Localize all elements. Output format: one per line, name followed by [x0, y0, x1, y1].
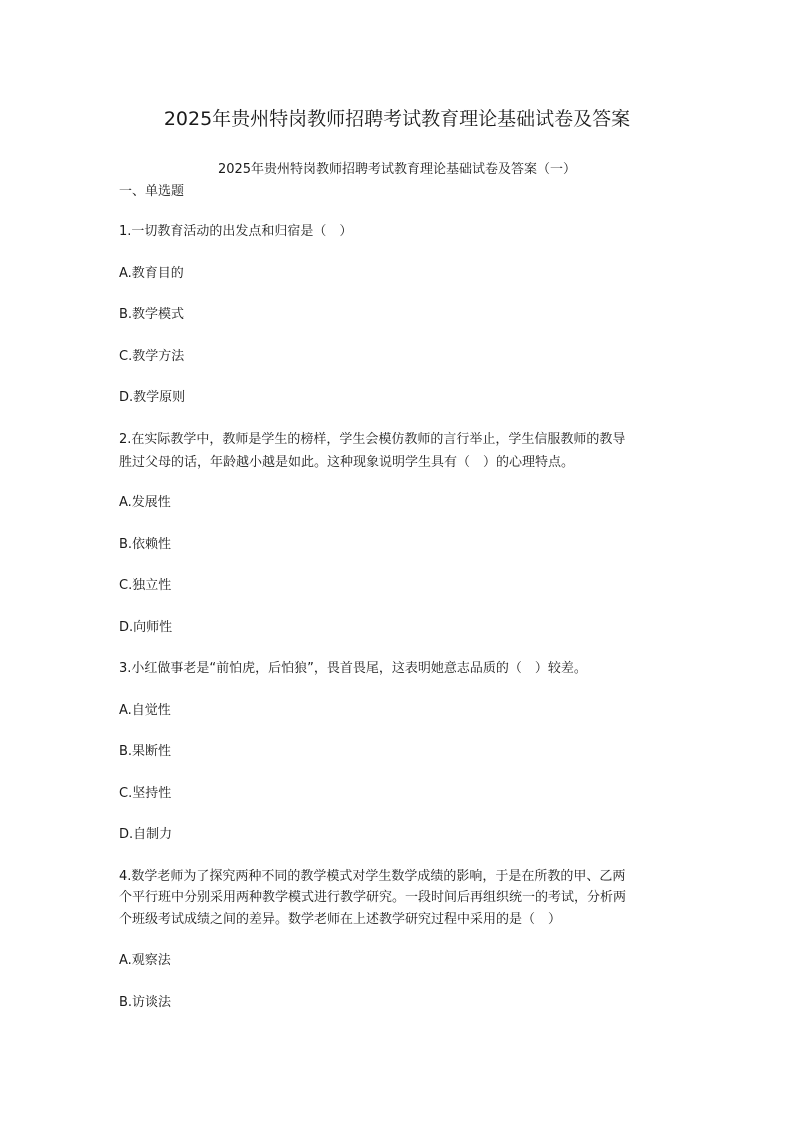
question-2-text-line-1: 2.在实际教学中，教师是学生的榜样，学生会模仿教师的言行举止，学生信服教师的教导	[119, 432, 626, 447]
question-1-option-d: D.教学原则	[119, 390, 186, 405]
question-2-option-c: C.独立性	[119, 578, 172, 593]
question-3-option-a: A.自觉性	[119, 703, 171, 718]
question-1-option-b: B.教学模式	[119, 307, 185, 322]
question-4-text-line-3: 个班级考试成绩之间的差异。数学老师在上述教学研究过程中采用的是（ ）	[119, 912, 562, 927]
question-3-option-b: B.果断性	[119, 744, 172, 759]
document-title: 2025年贵州特岗教师招聘考试教育理论基础试卷及答案	[163, 108, 631, 130]
question-3-option-c: C.坚持性	[119, 786, 172, 801]
question-4-option-b: B.访谈法	[119, 995, 172, 1010]
question-1-option-a: A.教育目的	[119, 266, 184, 281]
question-4-text-line-1: 4.数学老师为了探究两种不同的教学模式对学生数学成绩的影响，于是在所教的甲、乙两	[119, 869, 626, 884]
question-2-option-b: B.依赖性	[119, 537, 172, 552]
question-2-option-a: A.发展性	[119, 495, 171, 510]
question-4-text-line-2: 个平行班中分别采用两种教学模式进行教学研究。一段时间后再组织统一的考试，分析两	[119, 890, 627, 905]
question-4-option-a: A.观察法	[119, 953, 171, 968]
question-1-option-c: C.教学方法	[119, 349, 185, 364]
question-2-text-line-2: 胜过父母的话，年龄越小越是如此。这种现象说明学生具有（ ）的心理特点。	[119, 455, 575, 470]
question-3-option-d: D.自制力	[119, 827, 173, 842]
document-subtitle: 2025年贵州特岗教师招聘考试教育理论基础试卷及答案（一）	[217, 162, 577, 177]
question-1-text: 1.一切教育活动的出发点和归宿是（ ）	[119, 224, 353, 239]
question-3-text: 3.小红做事老是“前怕虎，后怕狼”，畏首畏尾，这表明她意志品质的（ ）较差。	[119, 661, 587, 676]
section-heading: 一、单选题	[119, 184, 185, 199]
question-2-option-d: D.向师性	[119, 620, 173, 635]
